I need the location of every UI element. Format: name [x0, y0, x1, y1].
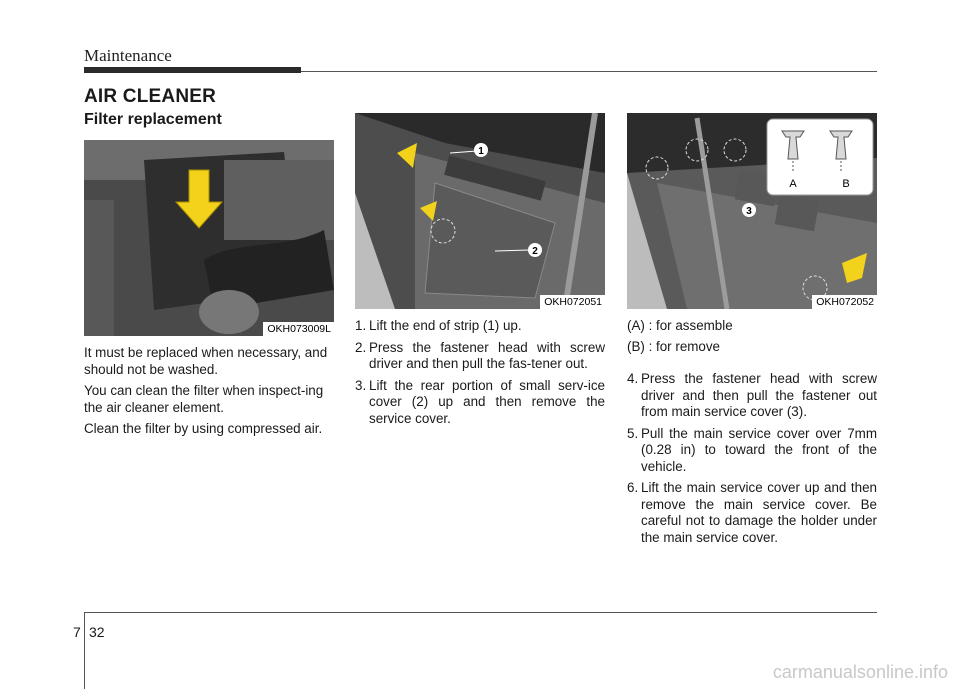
main-service-cover-photo	[627, 113, 877, 309]
header-rule-thin	[301, 71, 877, 72]
step-item	[627, 480, 877, 546]
main-service-cover-illustration	[627, 113, 877, 309]
section-title: AIR CLEANER	[84, 86, 217, 107]
image-code: OKH072052	[812, 295, 877, 309]
column-3-steps	[627, 318, 877, 551]
step-text: Lift the end of strip (1) up.	[369, 318, 522, 333]
chapter-number: 7	[73, 624, 81, 640]
paragraph: It must be replaced when necessary, and should not be washed.	[84, 345, 328, 377]
step-number: 2.	[355, 339, 367, 355]
step-text: Pull the main service cover over 7mm (0.28 in) to toward the front of the vehicle.	[641, 425, 877, 474]
page-number: 32	[89, 624, 105, 640]
inset-label-b: B	[842, 178, 850, 190]
footer-divider	[84, 613, 85, 689]
step-text: Press the fastener head with screw driver and then pull the fastener out from main service cover (3).	[641, 371, 877, 419]
paragraph: Clean the filter by using compressed air.	[84, 421, 323, 436]
service-cover-illustration	[355, 113, 605, 309]
step-item	[627, 371, 877, 421]
step-item	[355, 318, 605, 335]
step-number: 6.	[627, 480, 639, 495]
footer-rule	[84, 612, 877, 613]
image-code: OKH073009L	[263, 322, 334, 336]
image-code: OKH072051	[540, 295, 605, 309]
callout-3-label: 3	[746, 206, 752, 217]
subsection-title: Filter replacement	[84, 111, 222, 128]
step-number: 3.	[355, 377, 367, 393]
step-number: 5.	[627, 425, 639, 441]
step-number: 4.	[627, 371, 639, 386]
watermark: carmanualsonline.info	[772, 662, 948, 682]
header-rule-thick	[84, 67, 301, 73]
column-2-steps	[355, 318, 605, 432]
callout-2-label: 2	[532, 246, 538, 257]
fastener-inset	[767, 119, 873, 195]
step-text: Press the fastener head with screw driver and then pull the fas-tener out.	[369, 339, 605, 371]
step-item	[355, 340, 605, 373]
step-text: Lift the rear portion of small serv-ice cover (2) up and then remove the service cover.	[369, 377, 605, 426]
step-number: 1.	[355, 318, 367, 333]
legend-a: (A) : for assemble	[627, 318, 733, 333]
engine-bay-illustration	[84, 140, 334, 336]
legend-b: (B) : for remove	[627, 338, 721, 354]
paragraph: You can clean the filter when inspect-ing the air cleaner element.	[84, 383, 324, 415]
engine-bay-photo	[84, 140, 334, 336]
step-item	[355, 378, 605, 428]
callout-1-label: 1	[478, 146, 484, 157]
service-cover-photo	[355, 113, 605, 309]
running-header: Maintenance	[84, 46, 172, 65]
step-item	[627, 426, 877, 476]
inset-label-a: A	[789, 178, 797, 190]
step-text: Lift the main service cover up and then remove the main service cover. Be careful not to damage the holder under the main service cover.	[641, 480, 877, 545]
column-1-text	[84, 345, 334, 443]
